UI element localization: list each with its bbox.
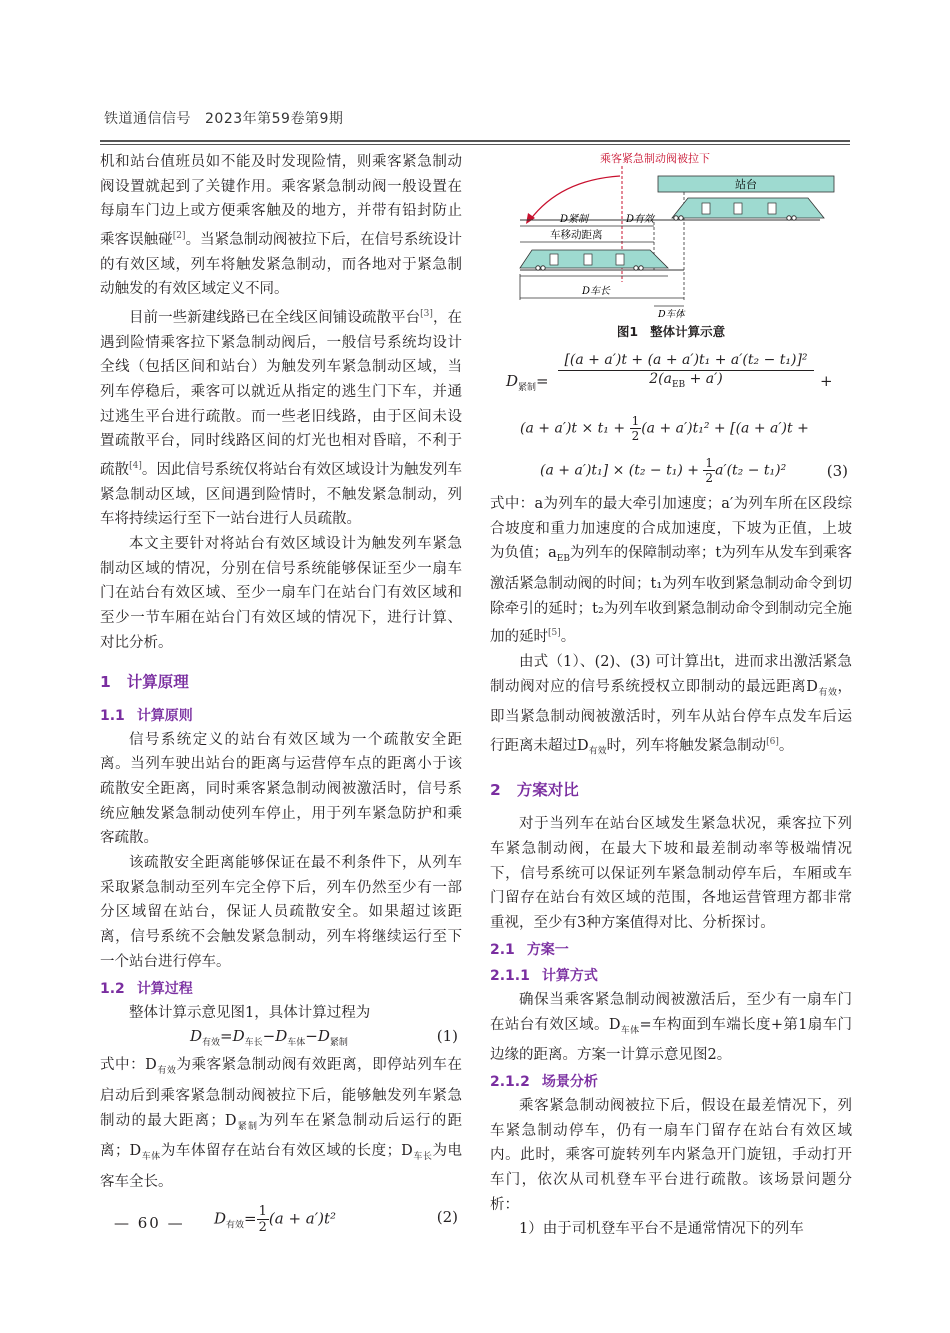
train-bottom	[520, 250, 668, 268]
equation-number: (2)	[436, 1208, 458, 1227]
subsubsection-heading: 2.1.1 计算方式	[490, 967, 598, 984]
page-number: — 60 —	[114, 1214, 185, 1232]
paragraph: 信号系统定义的站台有效区域为一个疏散安全距离。当列车驶出站台的距离与运营停车点的距离小于该疏散安全距离，同时乘客紧急制动阀被激活时，信号系统应触发紧急制动使列车停止，用于列车紧急防护和乘客疏散。	[100, 731, 462, 847]
train-top	[672, 198, 824, 218]
paragraph: 整体计算示意见图1，具体计算过程为	[129, 1004, 371, 1021]
right-column	[490, 150, 852, 1242]
door	[550, 254, 558, 265]
paragraph: 式中：a为列车的最大牵引加速度；a′为列车所在区段综合坡度和重力加速度的合成加速度，下坡为正值，上坡为负值；$a_{EB}$为列车的保障制动率；t为列车从发车到乘客激活紧急制动阀的时间；t₁为列车收到紧急制动命令到切除牵引的延时；t₂为列车收到紧急制动命令到制动完全施加的延时[5]。	[490, 496, 852, 646]
paragraph: 式中：$D_{有效}$为乘客紧急制动阀有效距离，即停站列车在启动后到乘客紧急制动阀被拉下后，能够触发列车紧急制动的最大距离；$D_{紧制}$为列车在紧急制动后运行的距离；$D_{车体}$为车体留存在站台有效区域的长度；$D_{车长}$为电客车全长。	[100, 1057, 463, 1190]
header-rule	[100, 140, 850, 142]
platform-label: 站台	[735, 178, 757, 191]
equation-1: $D_{有效}=D_{车长}-D_{车体}-D_{紧制}$ (1)	[190, 1027, 458, 1049]
d-body-label: D车体	[658, 309, 685, 320]
figure-1	[490, 150, 852, 320]
section-heading: 1 计算原理	[100, 672, 189, 691]
header-rule-thin	[100, 144, 850, 145]
paragraph: 目前一些新建线路已在全线区间铺设疏散平台[3]，在遇到险情乘客拉下紧急制动阀后，一般信号系统均设计全线（包括区间和站台）为触发列车紧急制动区域，当列车停稳后，乘客可以就近从指定的逃生门下车，并通过逃生平台进行疏散。而一些老旧线路，由于区间未设置疏散平台，同时线路区间的灯光也相对昏暗，不利于疏散[4]。因此信号系统仅将站台有效区域设计为触发列车紧急制动区域，区间遇到险情时，不触发紧急制动，列车将持续运行至下一站台进行人员疏散。	[100, 309, 463, 528]
paragraph: 确保当乘客紧急制动阀被激活后，至少有一扇车门在站台有效区域。$D_{车体}=$车构面到车端长度+第1扇车门边缘的距离。方案一计算示意见图2。	[490, 991, 852, 1064]
wheel	[679, 216, 683, 220]
brake-pulled-label: 乘客紧急制动阀被拉下	[600, 152, 710, 165]
journal-name: 铁道通信信号	[104, 111, 191, 127]
train-diagram	[490, 150, 852, 320]
subsection-heading: 1.2 计算过程	[100, 980, 193, 997]
equation-number: (1)	[436, 1027, 458, 1046]
subsection-heading: 1.1 计算原则	[100, 707, 193, 724]
paragraph: 对于当列车在站台区域发生紧急状况，乘客拉下列车紧急制动阀，在最大下坡和最差制动率等极端情况下，信号系统可以保证列车紧急制动停车后，车厢或车门留存在站台有效区域的范围，各地运营管理方都非常重视，至少有3种方案值得对比、分析探讨。	[490, 816, 852, 932]
paragraph: 机和站台值班员如不能及时发现险情，则乘客紧急制动阀设置就起到了关键作用。乘客紧急制动阀一般设置在每扇车门边上或方便乘客触及的地方，并带有铅封防止乘客误触碰[2]。当紧急制动阀被拉下后，在信号系统设计的有效区域，列车将触发紧急制动，而各地对于紧急制动触发的有效区域定义不同。	[100, 154, 463, 298]
door	[702, 203, 710, 214]
wheel	[639, 266, 643, 270]
left-column	[100, 150, 462, 1240]
wheel	[792, 216, 796, 220]
door	[734, 203, 742, 214]
figure-caption: 图1 整体计算示意	[616, 324, 726, 339]
d-len-label: D车长	[582, 286, 611, 297]
wheel	[541, 266, 545, 270]
wheel	[536, 266, 540, 270]
equation-number: (3)	[826, 462, 848, 480]
issue-info: 2023年第59卷第9期	[205, 111, 344, 127]
paragraph: 由式（1）、(2)、(3) 可计算出t，进而求出激活紧急制动阀对应的信号系统授权立即制动的最远距离$D_{有效}$，即当紧急制动阀被激活时，列车从站台停车点发车后运行距离未超过$D_{有效}$时，列车将触发紧急制动[6]。	[490, 653, 852, 757]
equation-3: $D_{紧制}=$ [(a + a′)t + (a + a′)t₁ + a′(t₂ − t₁)]² $2(a_{EB} + a')$ + (a + a′)t × t₁ + $\frac{1}{2}$ (a + a′)t₁² + [(a + a′)t + (a + a′)t₁] × (t₂ − t₁) + $\frac{1}{2}$ a′(t₂ − t₁)² (3)	[506, 352, 848, 485]
subsection-heading: 2.1 方案一	[490, 941, 569, 958]
equation-2: $D_{有效}=$ $\frac{1}{2}$ (a + a′)t² (2)	[214, 1204, 458, 1236]
paragraph: 本文主要针对将站台有效区域设计为触发列车紧急制动区域的情况，分别在信号系统能够保证至少一扇车门在站台有效区域、至少一扇车门在站台门有效区域和至少一节车厢在站台门有效区域的情况下，进行计算、对比分析。	[100, 536, 462, 651]
wheel	[787, 216, 791, 220]
move-label: 车移动距离	[550, 229, 603, 241]
door	[584, 254, 592, 265]
paragraph: 该疏散安全距离能够保证在最不利条件下，从列车采取紧急制动至列车完全停下后，列车仍然至少有一部分区域留在站台，保证人员疏散安全。如果超过该距离，信号系统不会触发紧急制动，列车将继续运行至下一个站台进行停车。	[100, 855, 462, 970]
subsubsection-heading: 2.1.2 场景分析	[490, 1073, 598, 1090]
paragraph: 乘客紧急制动阀被拉下后，假设在最差情况下，列车紧急制动停车，仍有一扇车门留存在站台有效区域内。此时，乘客可旋转列车内紧急开门旋钮，手动打开车门，依次从司机登车平台进行疏散。该场景问题分析：	[490, 1097, 852, 1213]
section-heading: 2 方案对比	[490, 781, 579, 800]
wheel	[674, 216, 678, 220]
d-brake-label: D紧制	[560, 214, 589, 225]
running-header	[104, 108, 343, 128]
door	[616, 254, 624, 265]
d-eff-label: D有效	[626, 214, 655, 225]
paragraph: 1）由于司机登车平台不是通常情况下的列车	[519, 1221, 804, 1238]
wheel	[634, 266, 638, 270]
door	[768, 203, 776, 214]
